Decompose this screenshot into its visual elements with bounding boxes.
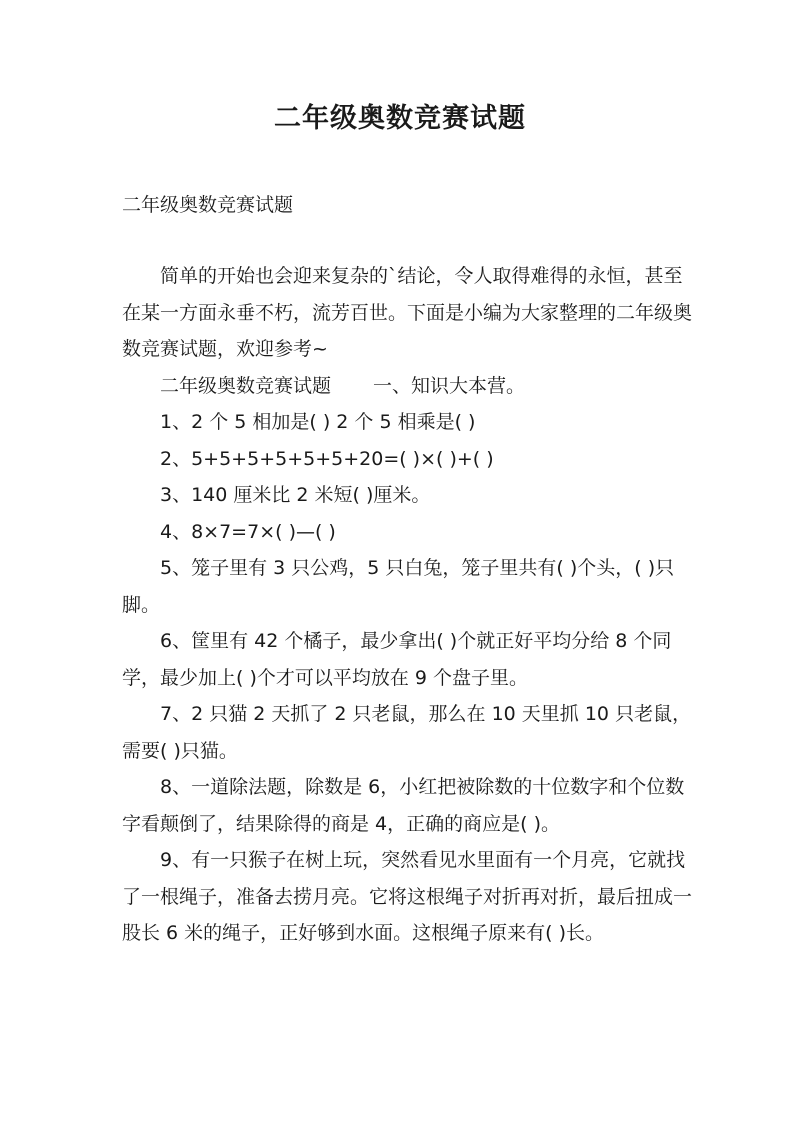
question-9: 9、有一只猴子在树上玩，突然看见水里面有一个月亮，它就找了一根绳子，准备去捞月亮。它将这根绳子对折再对折，最后扭成一股长 6 米的绳子，正好够到水面。这根绳子原来有( )长。: [122, 849, 693, 944]
document-title: 二年级奥数竞赛试题: [274, 103, 526, 134]
question-3: 3、140 厘米比 2 米短( )厘米。: [160, 484, 431, 506]
section-heading: 二年级奥数竞赛试题: [160, 374, 332, 397]
section-heading-line: [122, 368, 692, 405]
question-2: 2、5+5+5+5+5+5+20=( )×( )+( ): [160, 447, 494, 470]
question-8: 8、一道除法题，除数是 6，小红把被除数的十位数字和个位数字看颠倒了，结果除得的商是 4，正确的商应是( )。: [122, 776, 685, 835]
intro-paragraph: 简单的开始也会迎来复杂的`结论，令人取得难得的永恒，甚至在某一方面永垂不朽，流芳百世。下面是小编为大家整理的二年级奥数竞赛试题，欢迎参考~: [122, 265, 693, 360]
question-6: 6、筐里有 42 个橘子，最少拿出( )个就正好平均分给 8 个同学，最少加上( )个才可以平均放在 9 个盘子里。: [122, 630, 672, 689]
section-part-label: 一、知识大本营。: [373, 374, 526, 397]
question-5: 5、笼子里有 3 只公鸡，5 只白兔，笼子里共有( )个头，( )只脚。: [122, 557, 675, 616]
question-1: 1、2 个 5 相加是( ) 2 个 5 相乘是( ): [160, 411, 476, 433]
document-body: [122, 258, 692, 952]
document-subtitle: 二年级奥数竞赛试题: [122, 194, 294, 216]
question-7: 7、2 只猫 2 天抓了 2 只老鼠，那么在 10 天里抓 10 只老鼠，需要( )只猫。: [122, 703, 692, 762]
question-4: 4、8×7=7×( )—( ): [160, 520, 336, 543]
